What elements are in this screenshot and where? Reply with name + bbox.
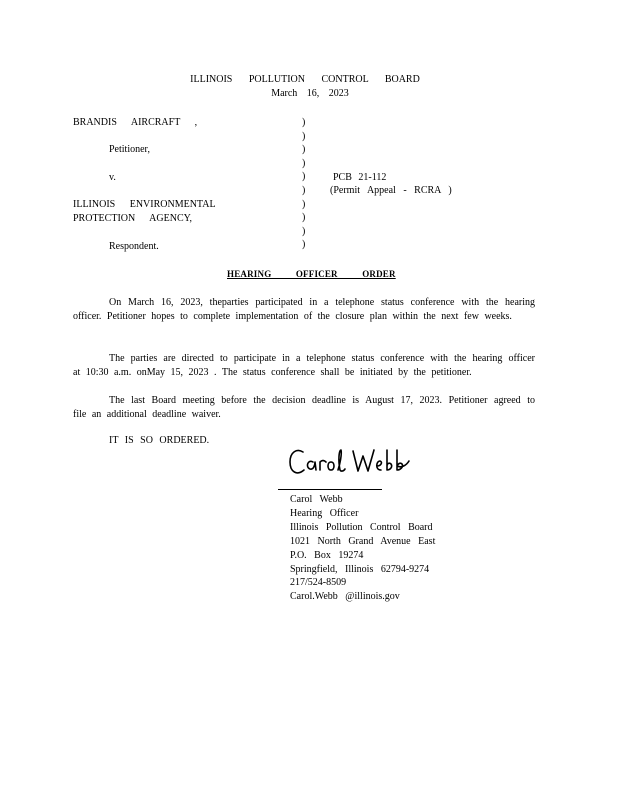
- order-title: HEARING OFFICER ORDER: [227, 269, 396, 279]
- case-type: (Permit Appeal - RCRA ): [330, 185, 452, 196]
- petitioner-role: Petitioner,: [109, 144, 150, 155]
- caption-parentheses: ) ) ) ) ) ) ) ) ) ): [302, 117, 306, 251]
- address-po-box: P.O. Box 19274: [290, 549, 364, 561]
- signature-line: [278, 489, 382, 490]
- closing-statement: IT IS SO ORDERED.: [109, 435, 210, 446]
- address-street: 1021 North Grand Avenue East: [290, 535, 436, 547]
- respondent-line-2: PROTECTION AGENCY,: [73, 213, 193, 224]
- signer-name: Carol Webb: [290, 494, 343, 505]
- respondent-line-1: ILLINOIS ENVIRONMENTAL: [73, 199, 216, 210]
- paragraph-1: On March 16, 2023, theparties participated in a telephone status conference with the hearing officer. Petitioner hopes to complete implementation of the closure plan within the next few weeks.: [73, 297, 535, 322]
- agency-heading: ILLINOIS POLLUTION CONTROL BOARD: [190, 74, 420, 85]
- respondent-role: Respondent.: [109, 241, 159, 252]
- case-number: PCB 21-112: [333, 172, 387, 183]
- signer-organization: Illinois Pollution Control Board: [290, 521, 433, 533]
- signature-block: [290, 493, 435, 604]
- phone-number: 217/524-8509: [290, 577, 347, 589]
- paragraph-3: The last Board meeting before the decision deadline is August 17, 2023. Petitioner agreed to file an additional deadline waiver.: [73, 395, 535, 420]
- email-address: Carol.Webb @illinois.gov: [290, 591, 400, 603]
- versus: v.: [109, 172, 116, 183]
- petitioner-name: BRANDIS AIRCRAFT ,: [73, 117, 198, 128]
- address-city: Springfield, Illinois 62794-9274: [290, 563, 430, 575]
- signer-title: Hearing Officer: [290, 507, 359, 519]
- paragraph-2: The parties are directed to participate in a telephone status conference with the hearing officer at 10:30 a.m. onMay 15, 2023 . The status conference shall be initiated by the petitioner.: [73, 353, 535, 378]
- handwritten-signature: [287, 446, 413, 480]
- order-date: March 16, 2023: [271, 88, 349, 99]
